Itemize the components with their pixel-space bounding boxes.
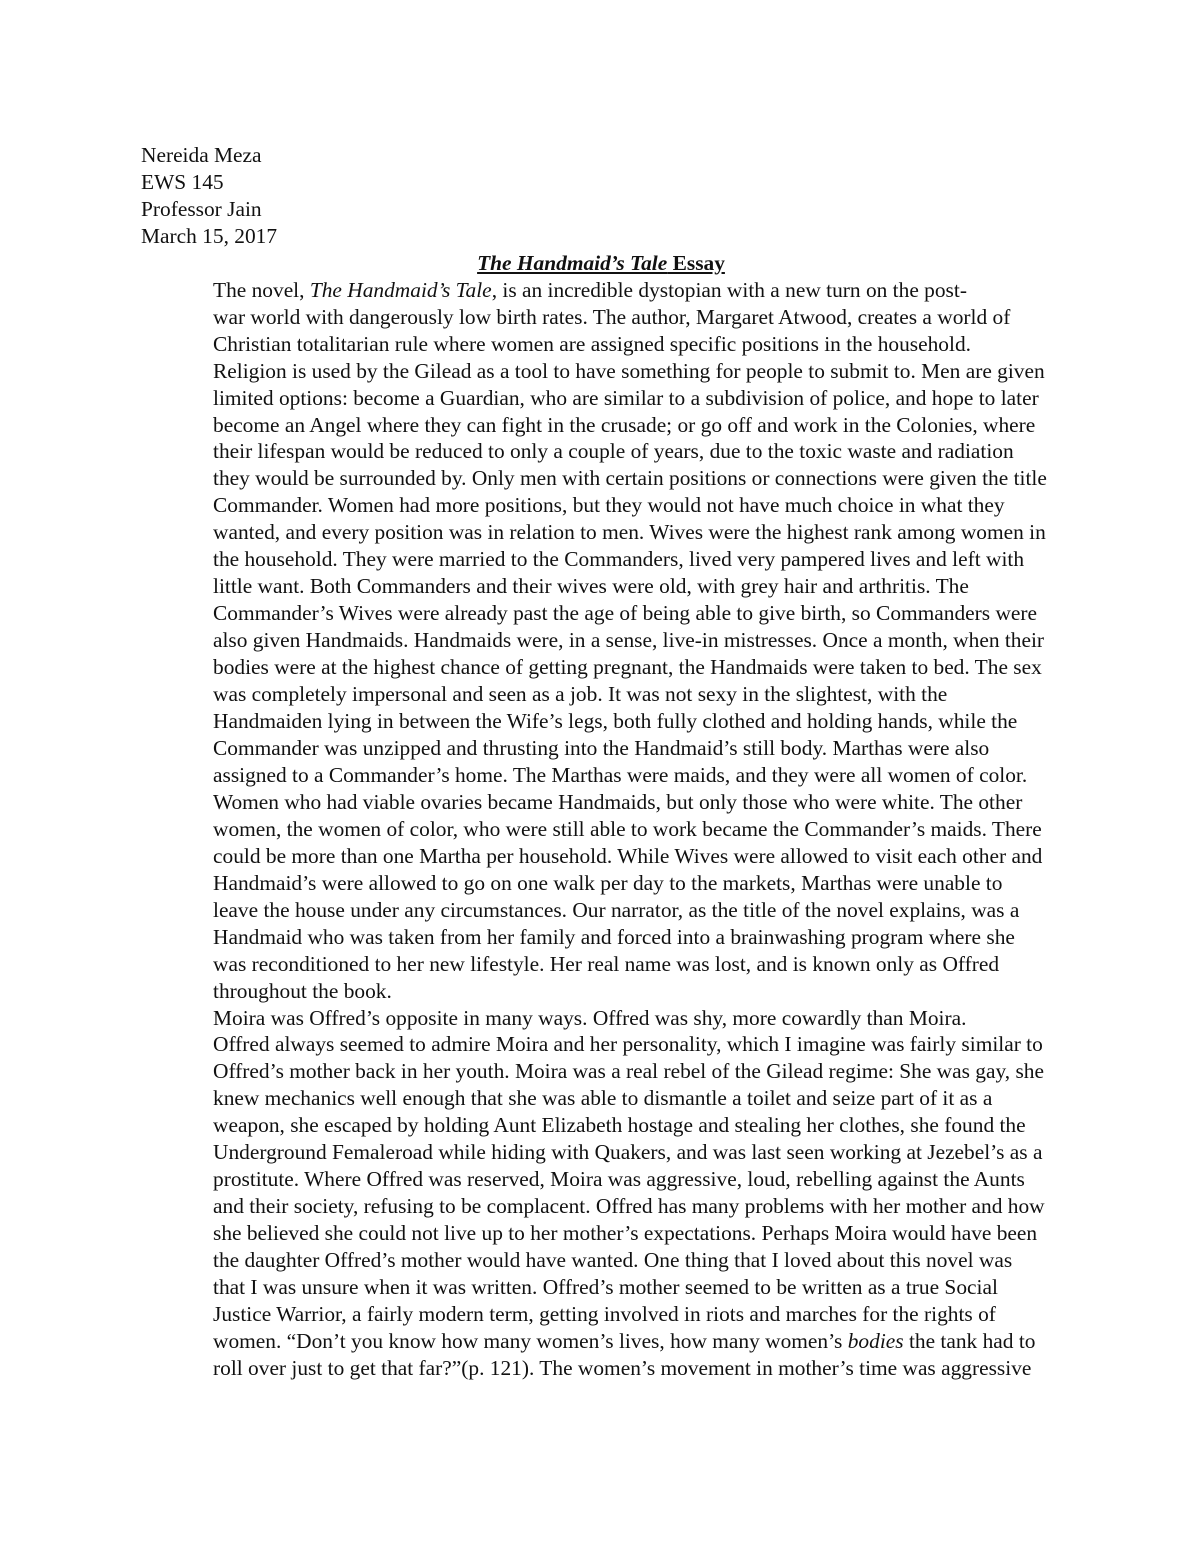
paragraph-line: the household. They were married to the Commanders, lived very pampered lives and left with xyxy=(213,547,1025,572)
essay-content xyxy=(141,142,1061,1382)
course-code: EWS 145 xyxy=(141,169,224,194)
paragraph-line: Offred always seemed to admire Moira and her personality, which I imagine was fairly similar to xyxy=(213,1032,1043,1057)
paragraph-line: Religion is used by the Gilead as a tool to have something for people to submit to. Men are given xyxy=(213,358,1045,383)
paragraph-line: also given Handmaids. Handmaids were, in a sense, live-in mistresses. Once a month, when their xyxy=(213,628,1045,653)
paragraph-line: she believed she could not live up to her mother’s expectations. Perhaps Moira would have been xyxy=(213,1221,1038,1246)
paragraph-line: Commander was unzipped and thrusting into the Handmaid’s still body. Marthas were also xyxy=(213,735,990,760)
body-paragraph-2 xyxy=(141,1005,1061,1382)
paragraph-line: they would be surrounded by. Only men with certain positions or connections were given the title xyxy=(213,466,1047,491)
paragraph-line: could be more than one Martha per household. While Wives were allowed to visit each other and xyxy=(213,843,1043,868)
paragraph-line: knew mechanics well enough that she was able to dismantle a toilet and seize part of it as a xyxy=(213,1086,993,1111)
paragraph-line: was reconditioned to her new lifestyle. Her real name was lost, and is known only as Offred xyxy=(213,951,1000,976)
paragraph-line xyxy=(141,1328,1061,1355)
line-text: women. “Don’t you know how many women’s lives, how many women’s xyxy=(213,1328,848,1353)
paragraph-line: the daughter Offred’s mother would have wanted. One thing that I loved about this novel was xyxy=(213,1248,1013,1273)
paragraph-line: was completely impersonal and seen as a job. It was not sexy in the slightest, with the xyxy=(213,682,948,707)
paragraph-line: and their society, refusing to be complacent. Offred has many problems with her mother and how xyxy=(213,1194,1045,1219)
paragraph-line: Offred’s mother back in her youth. Moira was a real rebel of the Gilead regime: She was gay, she xyxy=(213,1059,1044,1084)
paragraph-line: assigned to a Commander’s home. The Marthas were maids, and they were all women of color. xyxy=(213,762,1028,787)
essay-title-italic: The Handmaid’s Tale xyxy=(477,250,668,275)
line-text: The novel, xyxy=(213,277,310,302)
paragraph-line: Justice Warrior, a fairly modern term, getting involved in riots and marches for the rights of xyxy=(213,1301,996,1326)
essay-title-plain: Essay xyxy=(667,250,725,275)
paragraph-line: Commander. Women had more positions, but they would not have much choice in what they xyxy=(213,493,1005,518)
paragraph-line: Women who had viable ovaries became Handmaids, but only those who were white. The other xyxy=(213,789,1023,814)
paragraph-line: Handmaiden lying in between the Wife’s legs, both fully clothed and holding hands, while the xyxy=(213,709,1018,734)
paragraph-line: war world with dangerously low birth rates. The author, Margaret Atwood, creates a world of xyxy=(213,304,1011,329)
paragraph-line: prostitute. Where Offred was reserved, Moira was aggressive, loud, rebelling against the Aunts xyxy=(213,1167,1025,1192)
paragraph-line xyxy=(141,277,1061,304)
professor-name: Professor Jain xyxy=(141,196,262,221)
paragraph-line: Handmaid’s were allowed to go on one walk per day to the markets, Marthas were unable to xyxy=(213,870,1003,895)
paragraph-line: leave the house under any circumstances. Our narrator, as the title of the novel explains, was a xyxy=(213,897,1020,922)
paragraph-line: their lifespan would be reduced to only a couple of years, due to the toxic waste and radiation xyxy=(213,439,1014,464)
paragraph-line: roll over just to get that far?”(p. 121). The women’s movement in mother’s time was aggressive xyxy=(213,1355,1032,1380)
book-title-italic: The Handmaid’s Tale xyxy=(309,277,492,302)
paragraph-line: limited options: become a Guardian, who are similar to a subdivision of police, and hope to later xyxy=(213,385,1039,410)
essay-header xyxy=(141,142,1061,250)
essay-title xyxy=(141,250,1061,277)
line-text: the tank had to xyxy=(903,1328,1036,1353)
paragraph-line: Christian totalitarian rule where women are assigned specific positions in the household. xyxy=(213,331,971,356)
paragraph-line: become an Angel where they can fight in the crusade; or go off and work in the Colonies, where xyxy=(213,412,1036,437)
paragraph-line: bodies were at the highest chance of getting pregnant, the Handmaids were taken to bed. The sex xyxy=(213,655,1042,680)
paragraph-line: little want. Both Commanders and their wives were old, with grey hair and arthritis. The xyxy=(213,574,969,599)
paragraph-line: throughout the book. xyxy=(213,978,392,1003)
student-name: Nereida Meza xyxy=(141,143,262,167)
paragraph-line: wanted, and every position was in relation to men. Wives were the highest rank among women in xyxy=(213,520,1046,545)
paragraph-line: that I was unsure when it was written. Offred’s mother seemed to be written as a true Social xyxy=(213,1275,998,1300)
essay-date: March 15, 2017 xyxy=(141,223,278,248)
paragraph-line: Handmaid who was taken from her family and forced into a brainwashing program where she xyxy=(213,924,1015,949)
paragraph-line: Moira was Offred’s opposite in many ways. Offred was shy, more cowardly than Moira. xyxy=(213,1005,967,1030)
paragraph-line: Underground Femaleroad while hiding with Quakers, and was last seen working at Jezebel’s as a xyxy=(213,1140,1043,1165)
emphasized-word: bodies xyxy=(847,1328,904,1353)
line-text: , is an incredible dystopian with a new turn on the post- xyxy=(491,277,967,302)
paragraph-line: weapon, she escaped by holding Aunt Elizabeth hostage and stealing her clothes, she found the xyxy=(213,1113,1026,1138)
body-paragraph-1 xyxy=(141,277,1061,1005)
paragraph-line: women, the women of color, who were still able to work became the Commander’s maids. There xyxy=(213,816,1042,841)
paragraph-line: Commander’s Wives were already past the age of being able to give birth, so Commanders were xyxy=(213,601,1038,626)
